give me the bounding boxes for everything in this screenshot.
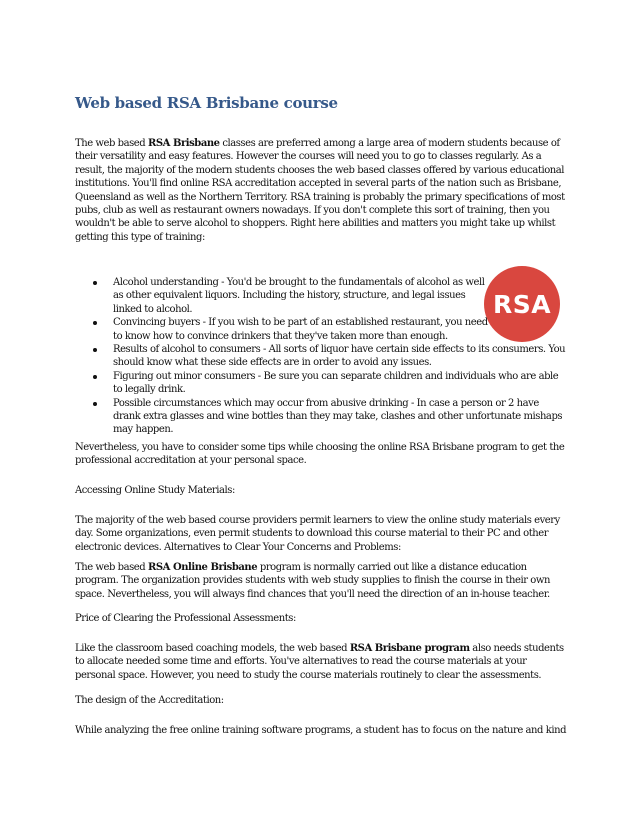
accessing-heading: Accessing Online Study Materials:	[75, 485, 235, 496]
like-paragraph: Like the classroom based coaching models, the web based RSA Brisbane program also needs students to allocate needed some time and efforts. You've alternatives to read the course materials at your personal space. However, you need to study the course materials routinely to clear the assessments.	[75, 643, 564, 681]
list-item: Convincing buyers - If you wish to be part of an established restaurant, you need to know how to convince drinkers that they've taken more than enough.	[93, 316, 568, 343]
while-paragraph: While analyzing the free online training software programs, a student has to focus on the nature and kind	[75, 725, 567, 736]
nevertheless-paragraph: Nevertheless, you have to consider some tips while choosing the online RSA Brisbane program to get the professional accreditation at your personal space.	[75, 442, 565, 467]
price-heading: Price of Clearing the Professional Assessments:	[75, 613, 296, 624]
intro-paragraph: The web based RSA Brisbane classes are preferred among a large area of modern students because of their versatility and easy features. However the courses will need you to go to classes regularly. As a result, the majority of the modern students chooses the web based classes offered by various educational institutions. You'll find online RSA accreditation accepted in several parts of the nation such as Brisbane, Queensland as well as the Northern Territory. RSA training is probably the primary specifications of most pubs, club as well as restaurant owners nowadays. If you don't complete this sort of training, then you wouldn't be able to serve alcohol to shoppers. Right here abilities and matters you might take up whilst getting this type of training:	[75, 138, 565, 243]
intro-bold-term: RSA Brisbane	[147, 138, 220, 149]
list-item: Results of alcohol to consumers - All sorts of liquor have certain side effects to its consumers. You should know what these side effects are in order to avoid any issues.	[93, 343, 568, 370]
page-title: Web based RSA Brisbane course	[75, 94, 338, 112]
online-paragraph: The web based RSA Online Brisbane program is normally carried out like a distance education program. The organization provides students with web study supplies to finish the course in their own space. Nevertheless, you will always find chances that you'll need the direction of an in-house teacher.	[75, 562, 550, 600]
online-bold-term: RSA Online Brisbane	[147, 562, 258, 573]
rsa-logo-text: RSA	[492, 289, 552, 319]
list-item: Figuring out minor consumers - Be sure you can separate children and individuals who are able to legally drink.	[93, 370, 568, 397]
majority-paragraph: The majority of the web based course providers permit learners to view the online study materials every day. Some organizations, even permit students to download this course material to their PC and other electronic devices. Alternatives to Clear Your Concerns and Problems:	[75, 515, 560, 553]
training-topics-list	[93, 276, 568, 437]
design-heading: The design of the Accreditation:	[75, 695, 224, 706]
program-bold-term: RSA Brisbane program	[349, 643, 470, 654]
list-item: Possible circumstances which may occur from abusive drinking - In case a person or 2 have drank extra glasses and wine bottles than they may take, clashes and other unfortunate mishaps may happen.	[93, 397, 568, 437]
list-item: Alcohol understanding - You'd be brought to the fundamentals of alcohol as well as other equivalent liquors. Including the history, structure, and legal issues linked to alcohol.	[93, 276, 568, 316]
